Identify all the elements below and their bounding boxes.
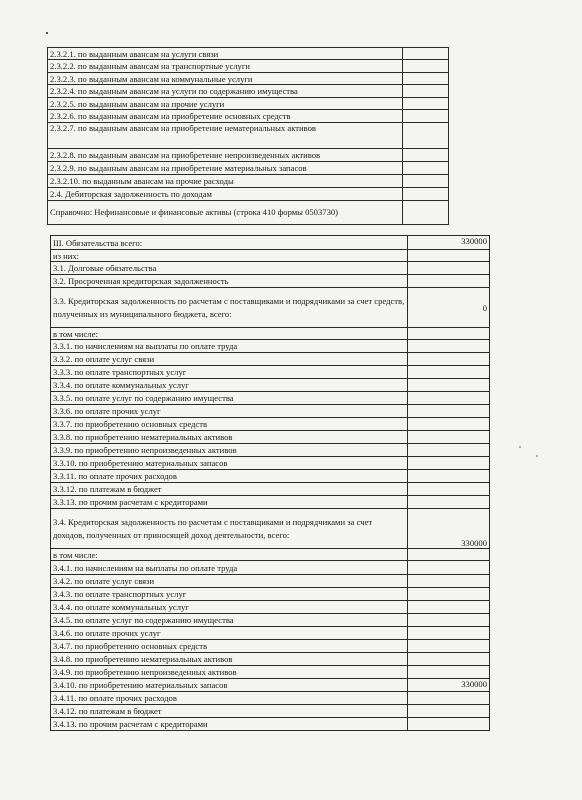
row-value	[403, 123, 449, 149]
row-value: 330000	[408, 679, 490, 692]
row-label: 3.4.6. по оплате прочих услуг	[51, 627, 408, 640]
row-value	[408, 262, 490, 275]
table-row	[48, 175, 449, 188]
row-value	[408, 444, 490, 457]
table-row	[51, 405, 490, 418]
row-label: 3.4.11. по оплате прочих расходов	[51, 692, 408, 705]
row-label: 3.4.12. по платежам в бюджет	[51, 705, 408, 718]
row-label: 3.2. Просроченная кредиторская задолженность	[51, 275, 408, 288]
table-row	[51, 353, 490, 366]
row-value	[408, 627, 490, 640]
table-row	[48, 149, 449, 162]
row-value	[408, 250, 490, 262]
table-row	[48, 48, 449, 60]
table-row	[51, 679, 490, 692]
table-row	[51, 666, 490, 679]
row-label: 3.4.1. по начислениям на выплаты по оплате труда	[51, 561, 408, 575]
row-value	[403, 73, 449, 85]
table-row	[51, 418, 490, 431]
row-value	[408, 692, 490, 705]
table-row	[51, 718, 490, 731]
table-row	[48, 73, 449, 85]
row-label: 3.1. Долговые обязательства	[51, 262, 408, 275]
row-label: 3.3.3. по оплате транспортных услуг	[51, 366, 408, 379]
row-label: в том числе:	[51, 328, 408, 340]
row-value	[408, 614, 490, 627]
row-value	[408, 366, 490, 379]
row-label: 3.4.2. по оплате услуг связи	[51, 575, 408, 588]
row-label: 2.3.2.4. по выданным авансам на услуги по содержанию имущества	[48, 85, 403, 98]
row-label: 2.3.2.9. по выданным авансам на приобретение материальных запасов	[48, 162, 403, 175]
row-label: 3.3.9. по приобретению непроизведенных активов	[51, 444, 408, 457]
row-label: 2.3.2.6. по выданным авансам на приобретение основных средств	[48, 110, 403, 123]
row-value	[408, 718, 490, 731]
row-label: 3.3.11. по оплате прочих расходов	[51, 470, 408, 483]
table-row	[51, 275, 490, 288]
row-label: 3.4.13. по прочим расчетам с кредиторами	[51, 718, 408, 731]
row-value	[408, 379, 490, 392]
row-value	[408, 457, 490, 470]
row-value	[408, 653, 490, 666]
row-label: 2.4. Дебиторская задолженность по доходам	[48, 188, 403, 201]
table-row	[48, 60, 449, 73]
row-value	[403, 162, 449, 175]
table-row	[51, 561, 490, 575]
row-label: 3.4.10. по приобретению материальных запасов	[51, 679, 408, 692]
table-row	[51, 288, 490, 328]
table-row	[51, 366, 490, 379]
row-value	[408, 575, 490, 588]
row-value	[408, 340, 490, 353]
table-row	[48, 162, 449, 175]
row-label: 3.4.5. по оплате услуг по содержанию имущества	[51, 614, 408, 627]
row-label: 2.3.2.3. по выданным авансам на коммунальные услуги	[48, 73, 403, 85]
row-label: 3.4.9. по приобретению непроизведенных активов	[51, 666, 408, 679]
table-row	[51, 640, 490, 653]
scan-speck	[536, 455, 538, 457]
table-row	[51, 705, 490, 718]
table-row	[51, 470, 490, 483]
table-row	[51, 614, 490, 627]
row-value	[408, 640, 490, 653]
liabilities-table	[50, 235, 490, 731]
table-row	[51, 444, 490, 457]
row-value	[403, 201, 449, 225]
row-label: 3.3.7. по приобретению основных средств	[51, 418, 408, 431]
row-label: из них:	[51, 250, 408, 262]
table-row	[51, 431, 490, 444]
row-label: 3.4.7. по приобретению основных средств	[51, 640, 408, 653]
table-row	[51, 575, 490, 588]
row-value	[403, 60, 449, 73]
row-value	[403, 175, 449, 188]
table-row	[51, 262, 490, 275]
row-label: 3.3.4. по оплате коммунальных услуг	[51, 379, 408, 392]
row-label: 3.3.2. по оплате услуг связи	[51, 353, 408, 366]
table-row	[51, 328, 490, 340]
row-label: 2.3.2.7. по выданным авансам на приобретение нематериальных активов	[48, 123, 403, 149]
row-label: 2.3.2.2. по выданным авансам на транспортные услуги	[48, 60, 403, 73]
row-value	[408, 275, 490, 288]
table-row	[51, 627, 490, 640]
row-value	[408, 431, 490, 444]
row-label: 3.4.4. по оплате коммунальных услуг	[51, 601, 408, 614]
row-value	[408, 392, 490, 405]
row-label: Справочно: Нефинансовые и финансовые активы (строка 410 формы 0503730)	[48, 201, 403, 225]
table-row	[51, 509, 490, 549]
table-row	[48, 188, 449, 201]
row-label: 2.3.2.5. по выданным авансам на прочие услуги	[48, 98, 403, 110]
table-row	[51, 549, 490, 561]
row-label: III. Обязательства всего:	[51, 236, 408, 250]
row-label: 2.3.2.1. по выданным авансам на услуги связи	[48, 48, 403, 60]
row-value	[408, 549, 490, 561]
row-label: 3.4.8. по приобретению нематериальных активов	[51, 653, 408, 666]
table-row	[48, 85, 449, 98]
row-value	[403, 85, 449, 98]
row-value	[408, 561, 490, 575]
table-row	[51, 340, 490, 353]
row-label: в том числе:	[51, 549, 408, 561]
row-value	[403, 48, 449, 60]
row-value: 0	[408, 288, 490, 328]
row-value	[403, 98, 449, 110]
row-label: 2.3.2.8. по выданным авансам на приобретение непроизведенных активов	[48, 149, 403, 162]
row-value	[403, 149, 449, 162]
row-value	[408, 601, 490, 614]
row-value	[408, 470, 490, 483]
table-row	[51, 588, 490, 601]
assets-table	[47, 47, 449, 225]
row-value	[408, 496, 490, 509]
scan-speck	[519, 446, 521, 448]
row-value	[408, 483, 490, 496]
row-value	[408, 666, 490, 679]
table-row	[48, 110, 449, 123]
table-row	[51, 379, 490, 392]
row-value	[403, 110, 449, 123]
table-row	[51, 601, 490, 614]
row-label: 3.4. Кредиторская задолженность по расчетам с поставщиками и подрядчиками за счет доходов, полученных от приносящей доход деятельности, всего:	[51, 509, 408, 549]
table-row	[51, 653, 490, 666]
row-label: 2.3.2.10. по выданным авансам на прочие расходы	[48, 175, 403, 188]
row-label: 3.3.1. по начислениям на выплаты по оплате труда	[51, 340, 408, 353]
row-value: 330000	[408, 509, 490, 549]
row-label: 3.3.6. по оплате прочих услуг	[51, 405, 408, 418]
row-label: 3.3.8. по приобретению нематериальных активов	[51, 431, 408, 444]
row-value	[408, 353, 490, 366]
table-row	[48, 123, 449, 149]
row-value	[408, 328, 490, 340]
row-label: 3.3. Кредиторская задолженность по расчетам с поставщиками и подрядчиками за счет средств, полученных из муниципального бюджета, всего:	[51, 288, 408, 328]
row-label: 3.3.5. по оплате услуг по содержанию имущества	[51, 392, 408, 405]
row-value	[408, 405, 490, 418]
table-row	[51, 496, 490, 509]
table-row	[51, 483, 490, 496]
row-label: 3.3.12. по платежам в бюджет	[51, 483, 408, 496]
table-row	[51, 392, 490, 405]
row-value	[408, 418, 490, 431]
row-label: 3.3.13. по прочим расчетам с кредиторами	[51, 496, 408, 509]
table-row	[51, 250, 490, 262]
row-value	[408, 705, 490, 718]
row-value	[403, 188, 449, 201]
table-row	[48, 98, 449, 110]
table-row	[51, 692, 490, 705]
table-row	[51, 457, 490, 470]
table-row	[51, 236, 490, 250]
row-value: 330000	[408, 236, 490, 250]
row-label: 3.3.10. по приобретению материальных запасов	[51, 457, 408, 470]
table-row	[48, 201, 449, 225]
scan-mark	[46, 32, 48, 34]
row-label: 3.4.3. по оплате транспортных услуг	[51, 588, 408, 601]
row-value	[408, 588, 490, 601]
